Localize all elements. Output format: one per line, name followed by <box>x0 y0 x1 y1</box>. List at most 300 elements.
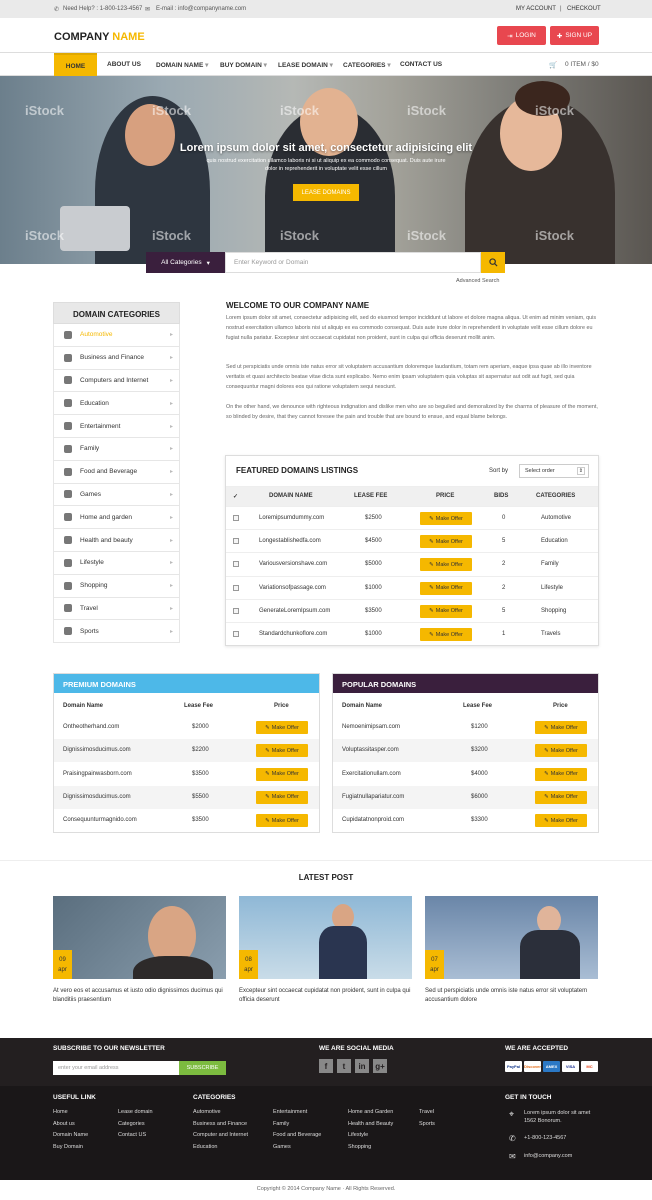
category-icon <box>64 536 72 544</box>
row-checkbox[interactable] <box>233 515 239 521</box>
col-domain: DOMAIN NAME <box>269 493 313 499</box>
chevron-right-icon: ▸ <box>169 514 173 521</box>
table-row <box>333 786 598 809</box>
lease-domains-button[interactable]: LEASE DOMAINS <box>293 184 359 201</box>
footer-link[interactable]: Contact US <box>118 1132 147 1139</box>
fee-cell: $5000 <box>365 561 382 568</box>
col-domain: Domain Name <box>342 703 383 709</box>
newsletter-title: SUBSCRIBE TO OUR NEWSLETTER <box>53 1045 165 1052</box>
top-bar <box>0 0 652 18</box>
logo-company: COMPANY <box>54 31 110 43</box>
fee-cell: $2000 <box>192 724 209 730</box>
watermark: iStock <box>152 103 192 118</box>
sort-by-label: Sort by <box>489 468 509 474</box>
domain-cell[interactable]: GenerateLoremIpsum.com <box>259 607 331 614</box>
checkout-link[interactable]: CHECKOUT <box>567 6 601 12</box>
table-row <box>54 786 319 809</box>
domain-cell[interactable]: Dignissimosducimus.com <box>63 747 131 754</box>
featured-header-row <box>226 486 598 506</box>
post-body <box>319 926 367 979</box>
footer-link[interactable]: Business and Finance <box>193 1120 248 1127</box>
category-cell: Family <box>541 561 559 568</box>
category-label: Food and Beverage <box>80 468 138 476</box>
post-day: 08 <box>245 957 252 963</box>
footer-link[interactable]: Travel <box>419 1109 435 1115</box>
tag-icon: ✎ <box>429 538 434 545</box>
make-offer-button[interactable] <box>256 768 308 781</box>
fee-cell: $2500 <box>365 515 382 521</box>
col-fee: Lease Fee <box>184 703 214 709</box>
category-label: Health and beauty <box>80 536 133 544</box>
post-excerpt-1[interactable]: At vero eos et accusamus et iusto odio dignissimos ducimus qui blanditiis praesentium <box>53 988 223 1003</box>
domain-cell[interactable]: Praisingpainwasborn.com <box>63 770 132 777</box>
category-select[interactable] <box>146 252 225 273</box>
fee-cell: $3500 <box>192 770 209 777</box>
footer-link[interactable]: Family <box>273 1120 290 1127</box>
category-item[interactable] <box>53 552 180 575</box>
domain-cell[interactable]: Variationsofpassage.com <box>259 584 326 591</box>
category-item[interactable] <box>53 598 180 621</box>
logo-name: NAME <box>112 31 145 43</box>
phone-text: +1-800-123-4567 <box>524 1135 567 1141</box>
footer-link[interactable]: Automotive <box>193 1109 221 1115</box>
domain-cell[interactable]: Standardchunkoflore.com <box>259 631 328 637</box>
domain-cell[interactable]: Exercitationullam.com <box>342 770 401 777</box>
chevron-down-icon: ▾ <box>329 62 333 69</box>
premium-header-row <box>54 695 319 718</box>
make-offer-label: Make Offer <box>550 771 578 778</box>
chevron-right-icon: ▸ <box>169 628 173 635</box>
nav-lease-domain[interactable] <box>278 61 333 69</box>
category-item[interactable] <box>53 324 180 347</box>
category-cell: Lifestyle <box>541 584 564 591</box>
useful-links-title: USEFUL LINK <box>53 1094 96 1101</box>
category-label: Shopping <box>80 582 108 590</box>
signup-label: SIGN UP <box>565 32 593 39</box>
bids-cell: 2 <box>502 561 506 568</box>
main-nav <box>0 52 652 76</box>
footer-link[interactable]: Lease domain <box>118 1109 153 1115</box>
category-icon <box>64 331 72 339</box>
make-offer-label: Make Offer <box>435 631 463 638</box>
make-offer-button[interactable] <box>420 558 472 571</box>
linkedin-icon[interactable]: in <box>355 1059 369 1073</box>
make-offer-label: Make Offer <box>435 538 463 545</box>
login-button[interactable] <box>497 26 546 45</box>
watermark: iStock <box>152 228 192 243</box>
footer-link[interactable]: Sports <box>419 1120 435 1127</box>
footer-link[interactable]: Health and Beauty <box>348 1120 394 1127</box>
post-body <box>133 956 213 979</box>
footer-link[interactable]: Entertainment <box>273 1109 308 1115</box>
post-month: apr <box>430 967 439 973</box>
category-label: Sports <box>80 627 99 635</box>
tag-icon: ✎ <box>544 794 549 801</box>
category-item[interactable] <box>53 392 180 415</box>
category-item[interactable] <box>53 620 180 643</box>
category-icon <box>64 445 72 453</box>
category-label: Games <box>80 490 101 498</box>
logo[interactable] <box>54 31 145 43</box>
fee-cell: $3200 <box>471 747 488 754</box>
watermark: iStock <box>535 103 575 118</box>
footer-link[interactable]: Buy Domain <box>53 1143 83 1150</box>
welcome-paragraph-1: Lorem ipsum dolor sit amet, consectetur adipisicing elit, sed do eiusmod tempor incididunt ut labore et dolore magna aliqua. Ut enim ad minim veniam, quis nostrud exercitation ullamco laboris nisi ut aliquip ex ea commodo consequat. Duis aute irure dolor in reprehenderit in voluptate velit esse cillum dolore eu fugiat nulla pariatur. Excepteur sint occaecat cupidatat non proident, sunt in culpa qui officia deserunt mollit anim. <box>226 315 597 341</box>
bids-cell: 5 <box>502 538 506 545</box>
bids-cell: 1 <box>502 631 506 637</box>
search-button[interactable] <box>481 252 505 273</box>
footer-categories-title: CATEGORIES <box>193 1094 236 1101</box>
post-image-3[interactable] <box>425 896 598 979</box>
fee-cell: $1000 <box>365 631 382 637</box>
make-offer-button[interactable] <box>420 512 472 525</box>
post-month: apr <box>58 967 67 973</box>
table-row <box>226 506 598 529</box>
location-icon: ⌖ <box>509 1109 515 1119</box>
hero-subtitle: quis nostrud exercitation ullamco laboris ni si ut aliquip ex ea commodo consequat. Duis aute irure dolor in reprehenderit in voluptate velit esse cillum <box>206 158 446 172</box>
row-checkbox[interactable] <box>233 561 239 567</box>
tag-icon: ✎ <box>544 747 549 754</box>
watermark: iStock <box>407 228 447 243</box>
footer-link[interactable]: Home and Garden <box>348 1109 394 1115</box>
make-offer-button[interactable] <box>256 814 308 827</box>
make-offer-button[interactable] <box>535 744 587 757</box>
category-label: Travel <box>80 604 98 612</box>
footer-link[interactable]: Home <box>53 1109 68 1115</box>
phone-icon: ✆ <box>54 7 60 13</box>
help-text: Need Help? : 1-800-123-4567 <box>63 6 143 12</box>
accepted-title: WE ARE ACCEPTED <box>505 1045 569 1052</box>
nav-home[interactable]: HOME <box>54 53 97 76</box>
table-row <box>333 739 598 762</box>
nav-categories[interactable] <box>343 61 391 69</box>
table-row <box>333 809 598 832</box>
nav-buy-domain[interactable] <box>220 61 267 69</box>
chevron-right-icon: ▸ <box>169 332 173 339</box>
table-row <box>54 739 319 762</box>
table-row <box>54 809 319 832</box>
premium-domains <box>53 673 320 833</box>
sort-select[interactable] <box>519 464 589 478</box>
domain-cell[interactable]: Variousversionshave.com <box>259 561 328 568</box>
make-offer-label: Make Offer <box>435 515 463 522</box>
domain-cell[interactable]: Consequunturmagnido.com <box>63 817 137 824</box>
make-offer-button[interactable] <box>420 582 472 595</box>
fee-cell: $3300 <box>471 817 488 824</box>
post-date <box>425 950 444 979</box>
fee-cell: $5500 <box>192 793 209 800</box>
featured-title: FEATURED DOMAINS LISTINGS <box>236 466 359 475</box>
category-item[interactable] <box>53 529 180 552</box>
watermark: iStock <box>280 228 320 243</box>
footer-link[interactable]: Food and Beverage <box>273 1132 322 1139</box>
search-icon <box>489 258 498 267</box>
nav-categories-label: CATEGORIES <box>343 62 386 69</box>
featured-listings <box>225 455 599 646</box>
category-item[interactable] <box>53 438 180 461</box>
mail-text[interactable]: info@company.com <box>524 1153 573 1159</box>
post-image-2[interactable] <box>239 896 412 979</box>
tag-icon: ✎ <box>265 724 270 731</box>
tag-icon: ✎ <box>544 771 549 778</box>
col-price: PRICE <box>436 493 455 499</box>
fee-cell: $4500 <box>365 538 382 545</box>
hero-title: Lorem ipsum dolor sit amet, consectetur adipisicing elit <box>179 142 473 154</box>
col-domain: Domain Name <box>63 703 104 709</box>
domain-cell[interactable]: Fugiatnullapariatur.com <box>342 793 405 800</box>
footer-link[interactable]: Categories <box>118 1120 145 1127</box>
visa-icon: VISA <box>562 1061 579 1072</box>
fee-cell: $2200 <box>192 747 209 754</box>
make-offer-label: Make Offer <box>271 794 299 801</box>
chevron-down-icon: ▾ <box>263 62 267 69</box>
post-image-1[interactable] <box>53 896 226 979</box>
make-offer-button[interactable] <box>535 768 587 781</box>
tag-icon: ✎ <box>265 817 270 824</box>
bids-cell: 2 <box>502 584 506 591</box>
chevron-down-icon: ▾ <box>387 62 391 69</box>
footer-bottom <box>0 1086 652 1180</box>
table-row <box>226 529 598 552</box>
fee-cell: $1000 <box>365 584 382 591</box>
post-month: apr <box>244 967 253 973</box>
sort-select-value: Select order <box>525 468 555 474</box>
social-title: WE ARE SOCIAL MEDIA <box>319 1045 394 1052</box>
row-checkbox[interactable] <box>233 608 239 614</box>
my-account-link[interactable]: MY ACCOUNT <box>516 6 556 12</box>
fee-cell: $3500 <box>192 817 209 824</box>
category-cell: Shopping <box>541 607 567 614</box>
latest-post-title: LATEST POST <box>298 873 354 882</box>
fee-cell: $3500 <box>365 607 382 614</box>
footer-link[interactable]: About us <box>53 1120 75 1127</box>
category-item[interactable] <box>53 347 180 370</box>
category-item[interactable] <box>53 370 180 393</box>
post-day: 07 <box>431 957 438 963</box>
discover-icon: Discover <box>524 1061 541 1072</box>
watermark: iStock <box>535 228 575 243</box>
post-body <box>520 930 580 979</box>
make-offer-button[interactable] <box>535 814 587 827</box>
category-icon <box>64 582 72 590</box>
make-offer-label: Make Offer <box>550 747 578 754</box>
category-cell: Education <box>541 538 568 545</box>
nav-about[interactable]: ABOUT US <box>107 61 141 68</box>
footer-link[interactable]: Lifestyle <box>348 1132 369 1139</box>
category-icon <box>64 354 72 362</box>
category-item[interactable] <box>53 461 180 484</box>
chevron-right-icon: ▸ <box>169 605 173 612</box>
make-offer-label: Make Offer <box>550 724 578 731</box>
category-icon <box>64 627 72 635</box>
tag-icon: ✎ <box>265 771 270 778</box>
domain-cell[interactable]: Voluptassitasper.com <box>342 747 399 754</box>
watermark: iStock <box>407 103 447 118</box>
fee-cell: $1200 <box>471 724 488 730</box>
make-offer-button[interactable] <box>535 721 587 734</box>
make-offer-label: Make Offer <box>271 771 299 778</box>
signup-button[interactable] <box>550 26 599 45</box>
chevron-right-icon: ▸ <box>169 355 173 362</box>
table-row <box>54 763 319 786</box>
category-icon <box>64 490 72 498</box>
cart-icon[interactable]: 🛒 <box>549 62 558 69</box>
table-row <box>333 716 598 739</box>
make-offer-button[interactable] <box>420 628 472 641</box>
category-icon <box>64 399 72 407</box>
category-item[interactable] <box>53 575 180 598</box>
col-fee: Lease Fee <box>463 703 493 709</box>
domain-cell[interactable]: Ontheotherhand.com <box>63 724 120 730</box>
table-row <box>226 576 598 599</box>
category-label: Computers and Internet <box>80 376 149 384</box>
advanced-search-link[interactable]: Advanced Search <box>456 278 500 284</box>
make-offer-label: Make Offer <box>271 747 299 754</box>
domain-cell[interactable]: Nemoenimipsam.com <box>342 724 401 730</box>
category-label: Lifestyle <box>80 559 104 567</box>
category-icon <box>64 513 72 521</box>
tag-icon: ✎ <box>544 724 549 731</box>
domain-cell[interactable]: Loremipsumdummy.com <box>259 515 325 521</box>
footer-link[interactable]: Shopping <box>348 1143 372 1150</box>
make-offer-button[interactable] <box>256 791 308 804</box>
tag-icon: ✎ <box>544 817 549 824</box>
sort-arrows-icon: ⇕ <box>578 468 583 474</box>
fee-cell: $6000 <box>471 793 488 800</box>
chevron-right-icon: ▸ <box>169 491 173 498</box>
search-input[interactable]: Enter Keyword or Domain <box>225 252 481 273</box>
make-offer-label: Make Offer <box>271 724 299 731</box>
watermark: iStock <box>280 103 320 118</box>
post-day: 09 <box>59 957 66 963</box>
post-date <box>239 950 258 979</box>
fee-cell: $4000 <box>471 770 488 777</box>
hero-laptop <box>60 206 130 251</box>
phone-icon: ✆ <box>509 1134 516 1143</box>
subscribe-button[interactable]: SUBSCRIBE <box>179 1061 226 1075</box>
category-item[interactable] <box>53 506 180 529</box>
domain-cell[interactable]: Longestablishedfa.com <box>259 538 321 545</box>
footer-link[interactable]: Games <box>273 1143 291 1150</box>
make-offer-button[interactable] <box>256 744 308 757</box>
user-plus-icon: ✚ <box>556 32 563 40</box>
cart-summary[interactable]: 0 ITEM / $0 <box>565 61 599 68</box>
category-icon <box>64 422 72 430</box>
categories-title: DOMAIN CATEGORIES <box>53 302 180 324</box>
col-fee: LEASE FEE <box>354 493 388 499</box>
post-excerpt-2[interactable]: Excepteur sint occaecat cupidatat non proident, sunt in culpa qui officia deserunt <box>239 988 411 1003</box>
watermark: iStock <box>25 103 65 118</box>
nav-lease-domain-label: LEASE DOMAIN <box>278 62 328 69</box>
premium-title: PREMIUM DOMAINS <box>54 674 319 693</box>
nav-domain-name-label: DOMAIN NAME <box>156 62 204 69</box>
chevron-right-icon: ▸ <box>169 423 173 430</box>
category-cell: Automotive <box>541 515 572 521</box>
col-categories: CATEGORIES <box>536 493 576 499</box>
category-icon <box>64 604 72 612</box>
caret-down-icon: ▾ <box>206 259 210 267</box>
make-offer-button[interactable] <box>535 791 587 804</box>
col-bids: BIDS <box>494 493 509 499</box>
category-cell: Travels <box>541 631 561 637</box>
bids-cell: 0 <box>502 515 506 521</box>
bids-cell: 5 <box>502 607 506 614</box>
footer-link[interactable]: Domain Name <box>53 1132 89 1139</box>
welcome-title: WELCOME TO OUR COMPANY NAME <box>226 301 370 310</box>
login-icon: ⇥ <box>507 32 513 40</box>
category-item[interactable] <box>53 484 180 507</box>
tag-icon: ✎ <box>265 747 270 754</box>
watermark: iStock <box>25 228 65 243</box>
welcome-paragraph-3: On the other hand, we denounce with righteous indignation and dislike men who are so beguiled and demoralized by the charms of pleasure of the moment, so blinded by desire, that they cannot foresee the pain and trouble that are bound to ensue, and equal blame belongs. <box>226 404 598 420</box>
mastercard-icon: MC <box>581 1061 598 1072</box>
tag-icon: ✎ <box>429 515 434 522</box>
col-check: ✓ <box>233 494 239 500</box>
make-offer-button[interactable] <box>256 721 308 734</box>
row-checkbox[interactable] <box>233 585 239 591</box>
make-offer-label: Make Offer <box>550 794 578 801</box>
make-offer-button[interactable] <box>420 535 472 548</box>
address-text: Lorem ipsum dolor sit amet 1562 Bonorum. <box>524 1110 591 1124</box>
post-excerpt-3[interactable]: Sed ut perspiciatis unde omnis iste natus error sit voluptatem accusantium dolore <box>425 988 588 1003</box>
copyright: Copyright © 2014 Company Name · All Rights Reserved. <box>0 1180 652 1200</box>
login-label: LOGIN <box>515 32 536 39</box>
row-checkbox[interactable] <box>233 538 239 544</box>
chevron-right-icon: ▸ <box>169 446 173 453</box>
mail-icon: ✉ <box>509 1152 516 1161</box>
facebook-icon[interactable]: f <box>319 1059 333 1073</box>
table-row <box>226 599 598 622</box>
post-date <box>53 950 72 979</box>
category-label: Family <box>80 445 100 453</box>
footer-link[interactable]: Computer and Internet <box>193 1132 249 1139</box>
welcome-paragraph-2: Sed ut perspiciatis unde omnis iste natus error sit voluptatem accusantium doloremque laudantium, totam rem aperiam, eaque ipsa quae ab illo inventore veritatis et quasi architecto beatae vitae dicta sunt explicabo. Nemo enim ipsam voluptatem quia voluptas sit aspernatur aut odit aut fugit, sed quia consequuntur magni dolores eos qui ratione voluptatem sequi nesciunt. <box>226 364 592 390</box>
mail-icon: ✉ <box>145 7 151 13</box>
chevron-right-icon: ▸ <box>169 560 173 567</box>
footer-link[interactable]: Education <box>193 1143 218 1150</box>
category-label: Education <box>80 399 109 407</box>
paypal-icon: PayPal <box>505 1061 522 1072</box>
row-checkbox[interactable] <box>233 631 239 637</box>
make-offer-label: Make Offer <box>435 561 463 568</box>
make-offer-label: Make Offer <box>550 817 578 824</box>
category-label: Entertainment <box>80 422 121 430</box>
nav-contact[interactable]: CONTACT US <box>400 61 443 68</box>
google-plus-icon[interactable]: g+ <box>373 1059 387 1073</box>
domain-cell[interactable]: Dignissimosducimus.com <box>63 793 131 800</box>
category-icon <box>64 468 72 476</box>
chevron-right-icon: ▸ <box>169 583 173 590</box>
email-text: E-mail : info@companyname.com <box>156 6 247 12</box>
make-offer-button[interactable] <box>420 605 472 618</box>
nav-buy-domain-label: BUY DOMAIN <box>220 62 262 69</box>
make-offer-label: Make Offer <box>435 608 463 615</box>
newsletter-email-input[interactable]: enter your email address <box>53 1061 179 1075</box>
tag-icon: ✎ <box>429 585 434 592</box>
chevron-right-icon: ▸ <box>169 377 173 384</box>
table-row <box>226 622 598 645</box>
nav-domain-name[interactable] <box>156 61 208 69</box>
domain-cell[interactable]: Cupidatatnonproid.com <box>342 817 405 824</box>
tag-icon: ✎ <box>265 794 270 801</box>
table-row <box>226 552 598 575</box>
tag-icon: ✎ <box>429 608 434 615</box>
make-offer-label: Make Offer <box>271 817 299 824</box>
twitter-icon[interactable]: t <box>337 1059 351 1073</box>
category-item[interactable] <box>53 415 180 438</box>
category-icon <box>64 376 72 384</box>
chevron-down-icon: ▾ <box>205 62 209 69</box>
